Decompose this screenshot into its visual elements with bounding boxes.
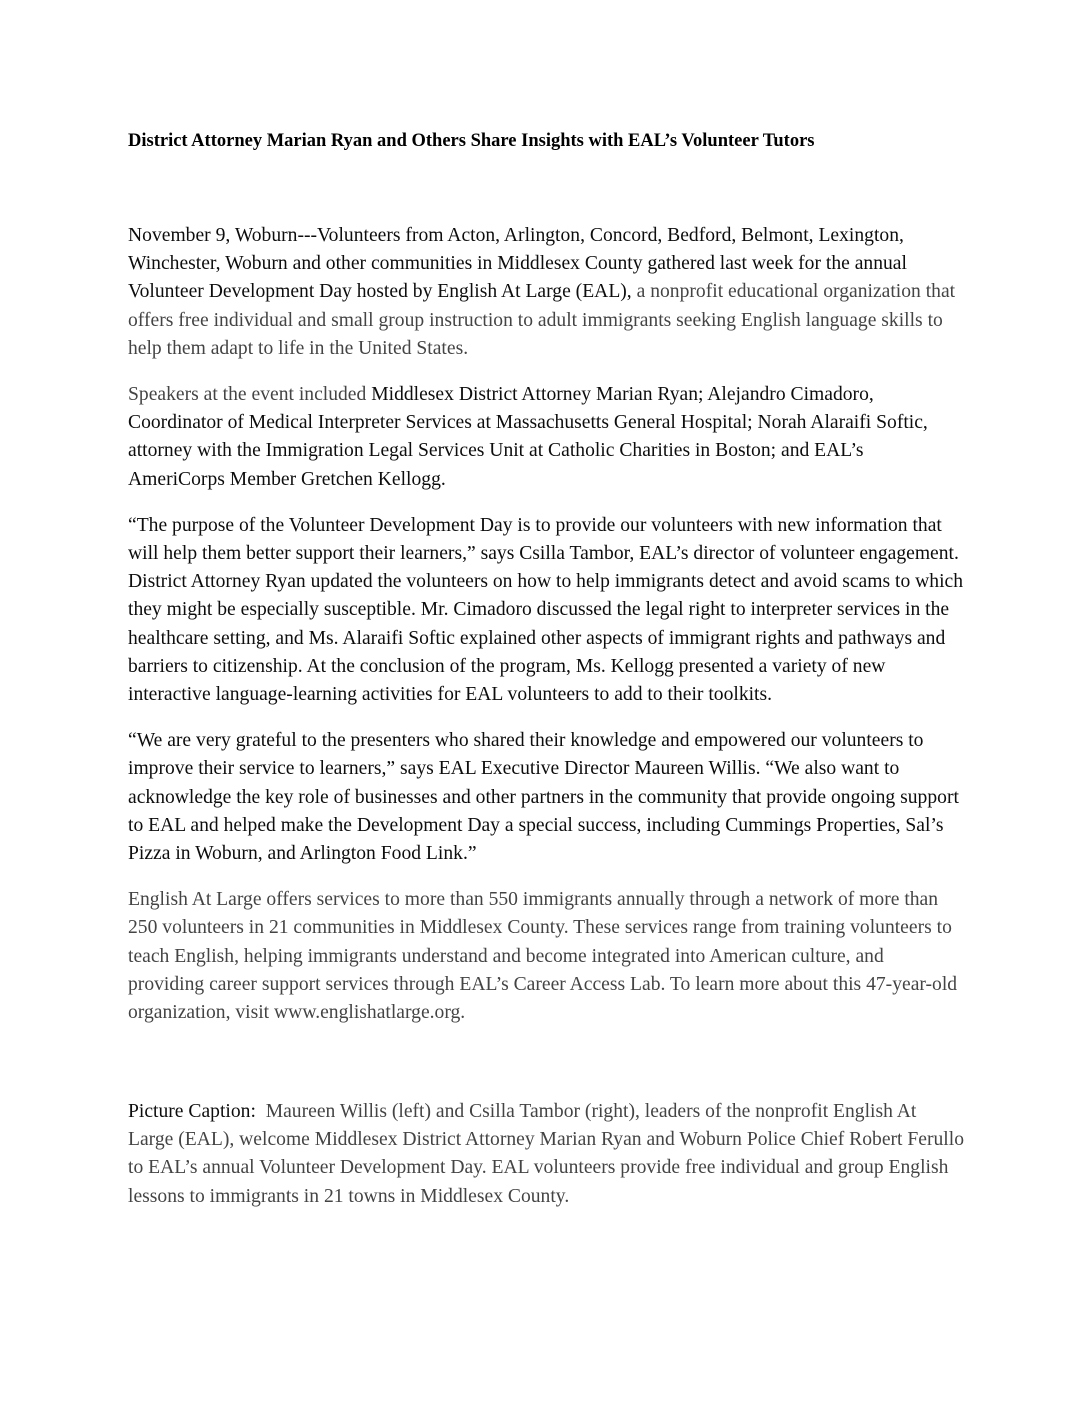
paragraph-gratitude <box>128 727 964 868</box>
picture-caption <box>128 1098 969 1211</box>
picture-caption-text: Maureen Willis (left) and Csilla Tambor (right), leaders of the nonprofit English At Large (EAL), welcome Middlesex District Attorney Marian Ryan and Woburn Police Chief Robert Ferullo to EAL’s annual Volunteer Development Day. EAL volunteers provide free individual and group English lessons to immigrants in 21 towns in Middlesex County. <box>128 1101 969 1207</box>
paragraph-about <box>128 886 964 1027</box>
paragraph-purpose <box>128 512 964 709</box>
paragraph-speakers-lead: Speakers at the event included <box>128 384 372 406</box>
paragraph-purpose-lead: “The purpose of the Volunteer Development Day is to provide our volunteers with new information that will help them better support their learners,” says Csilla Tambor, EAL’s director of volunteer engagement. District Attorney Ryan updated the volunteers on how to help immigrants detect and avoid scams to which they might be especially susceptible. Mr. Cimadoro discussed the legal right to interpreter services in the healthcare setting, and Ms. Alaraifi Softic explained other aspects of immigrant rights and pathways and barriers to citizenship. At the conclusion of the program, Ms. Kellogg presented a variety of new interactive language-learning activities for EAL volunteers to add to their toolkits. <box>128 514 964 706</box>
picture-caption-label: Picture Caption: <box>128 1101 256 1122</box>
article-title: District Attorney Marian Ryan and Others Share Insights with EAL’s Volunteer Tutors <box>128 131 815 151</box>
paragraph-speakers <box>128 381 964 494</box>
article-body <box>128 222 964 1045</box>
paragraph-about-rest: English At Large offers services to more than 550 immigrants annually through a network of more than 250 volunteers in 21 communities in Middlesex County. These services range from training volunteers to teach English, helping immigrants understand and become integrated into American culture, and providing career support services through EAL’s Career Access Lab. To learn more about this 47-year-old organization, visit www.englishatlarge.org. <box>128 889 958 1024</box>
paragraph-intro-lead: November 9, Woburn---Volunteers from Acton, Arlington, Concord, Bedford, Belmont, Lexington, Winchester, Woburn and other communities in Middlesex County gathered last week for the annual Volunteer Development Day hosted by English At Large (EAL), <box>128 225 907 303</box>
paragraph-intro <box>128 222 964 363</box>
paragraph-gratitude-lead: “We are very grateful to the presenters who shared their knowledge and empowered our volunteers to improve their service to learners,” says EAL Executive Director Maureen Willis. “We also want to acknowledge the key role of businesses and other partners in the community that provide ongoing support to EAL and helped make the Development Day a special success, including Cummings Properties, Sal’s Pizza in Woburn, and Arlington Food Link.” <box>128 730 959 865</box>
paragraph-intro-rest: a nonprofit educational organization that offers free individual and small group instruction to adult immigrants seeking English language skills to help them adapt to life in the United States. <box>128 281 956 359</box>
paragraph-speakers-rest: Middlesex District Attorney Marian Ryan; Alejandro Cimadoro, Coordinator of Medical Interpreter Services at Massachusetts General Hospital; Norah Alaraifi Softic, attorney with the Immigration Legal Services Unit at Catholic Charities in Boston; and EAL’s AmeriCorps Member Gretchen Kellogg. <box>128 384 928 490</box>
